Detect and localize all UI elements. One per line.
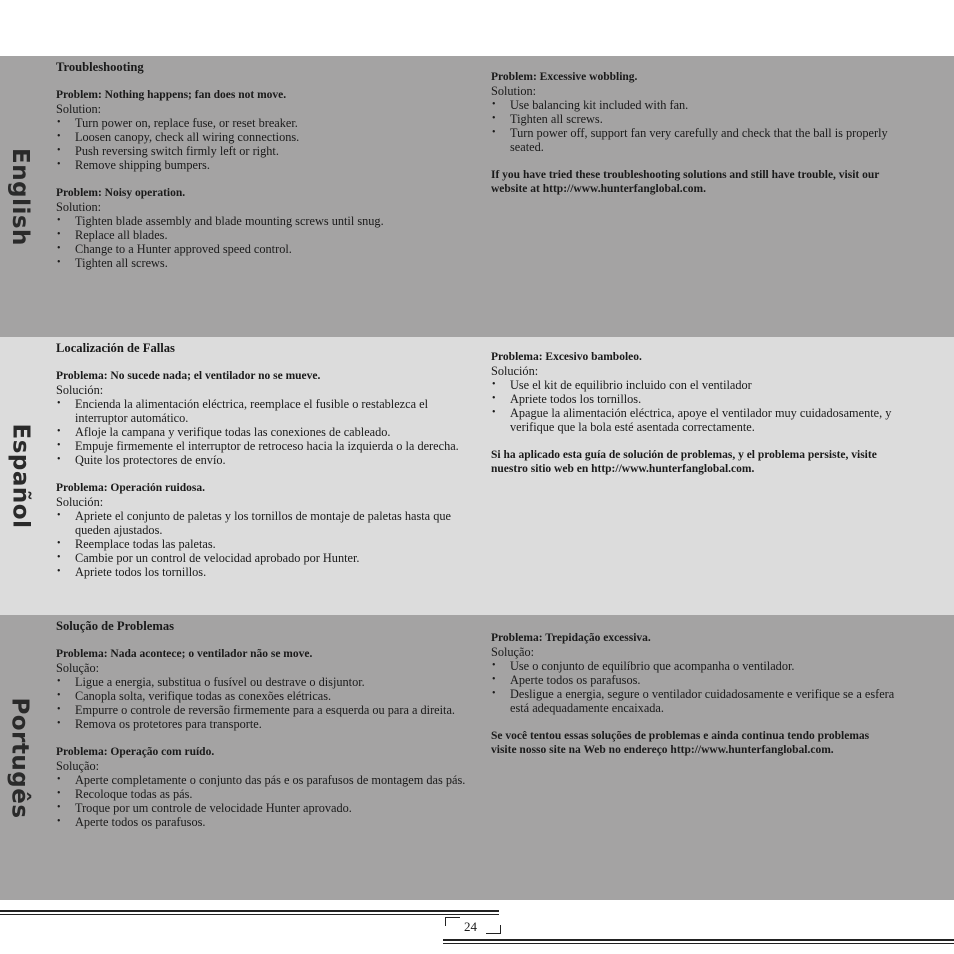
right-column xyxy=(491,350,896,476)
list-item: • Remove shipping bumpers. xyxy=(56,158,466,172)
language-label: Español xyxy=(7,423,34,529)
solution-label: Solución: xyxy=(56,495,104,509)
left-column xyxy=(56,619,466,843)
list-item: • Use el kit de equilibrio incluido con el ventilador xyxy=(491,378,896,392)
solution-list xyxy=(56,116,466,172)
problem-title: Problema: Excesivo bamboleo. xyxy=(491,351,642,363)
list-item: • Aperte todos os parafusos. xyxy=(491,673,896,687)
solution-label: Solución: xyxy=(56,383,104,397)
section-heading: Troubleshooting xyxy=(56,60,144,74)
website-note: Se você tentou essas soluções de problemas e ainda continua tendo problemas visite nosso site na Web no endereço http://www.hunterfanglobal.com. xyxy=(491,730,870,756)
list-item: • Canopla solta, verifique todas as conexões elétricas. xyxy=(56,689,466,703)
problem-title: Problema: Trepidação excessiva. xyxy=(491,632,651,644)
list-item: • Aperte todos os parafusos. xyxy=(56,815,466,829)
list-item: • Apriete todos los tornillos. xyxy=(56,565,466,579)
list-item: • Tighten all screws. xyxy=(491,112,896,126)
solution-label: Solution: xyxy=(56,200,102,214)
language-tab-portuguese xyxy=(0,615,40,900)
list-item: • Quite los protectores de envío. xyxy=(56,453,466,467)
language-label: English xyxy=(7,147,34,246)
list-item: • Ligue a energia, substitua o fusível ou destrave o disjuntor. xyxy=(56,675,466,689)
list-item: • Tighten blade assembly and blade mounting screws until snug. xyxy=(56,214,466,228)
section-heading: Localización de Fallas xyxy=(56,341,175,355)
list-item: • Remova os protetores para transporte. xyxy=(56,717,466,731)
list-item: • Use balancing kit included with fan. xyxy=(491,98,896,112)
solution-list xyxy=(56,509,466,579)
website-note: If you have tried these troubleshooting solutions and still have trouble, visit our website at http://www.hunterfanglobal.com. xyxy=(491,169,880,195)
solution-list xyxy=(491,98,896,154)
list-item: • Troque por um controle de velocidade Hunter aprovado. xyxy=(56,801,466,815)
list-item: • Cambie por un control de velocidad aprobado por Hunter. xyxy=(56,551,466,565)
solution-list xyxy=(56,773,466,829)
right-column xyxy=(491,70,896,196)
solution-list xyxy=(491,659,896,715)
solution-label: Solution: xyxy=(56,102,102,116)
problem-title: Problem: Excessive wobbling. xyxy=(491,71,638,83)
language-tab-english xyxy=(0,56,40,337)
list-item: • Push reversing switch firmly left or right. xyxy=(56,144,466,158)
solution-list xyxy=(56,675,466,731)
problem-title: Problem: Noisy operation. xyxy=(56,187,186,199)
right-column xyxy=(491,631,896,757)
solution-label: Solution: xyxy=(491,84,537,98)
solution-label: Solução: xyxy=(491,645,535,659)
left-column xyxy=(56,341,466,593)
page-number-box xyxy=(445,917,501,934)
list-item: • Turn power on, replace fuse, or reset breaker. xyxy=(56,116,466,130)
list-item: • Encienda la alimentación eléctrica, reemplace el fusible o restablezca el interruptor automático. xyxy=(56,397,466,425)
list-item: • Use o conjunto de equilíbrio que acompanha o ventilador. xyxy=(491,659,896,673)
footer-rule-right-thin xyxy=(443,943,954,944)
solution-label: Solução: xyxy=(56,661,100,675)
section-heading: Solução de Problemas xyxy=(56,619,175,633)
footer-rule-right xyxy=(443,939,954,941)
list-item: • Change to a Hunter approved speed control. xyxy=(56,242,466,256)
solution-list xyxy=(56,397,466,467)
solution-list xyxy=(491,378,896,434)
list-item: • Reemplace todas las paletas. xyxy=(56,537,466,551)
page-number: 24 xyxy=(464,919,477,934)
list-item: • Afloje la campana y verifique todas las conexiones de cableado. xyxy=(56,425,466,439)
website-note: Si ha aplicado esta guía de solución de problemas, y el problema persiste, visite nuestro sitio web en http://www.hunterfanglobal.com. xyxy=(491,449,877,475)
list-item: • Aperte completamente o conjunto das pás e os parafusos de montagem das pás. xyxy=(56,773,466,787)
section-spanish xyxy=(0,337,954,615)
list-item: • Loosen canopy, check all wiring connections. xyxy=(56,130,466,144)
solution-label: Solução: xyxy=(56,759,100,773)
problem-title: Problema: Operación ruidosa. xyxy=(56,482,205,494)
section-portuguese xyxy=(0,615,954,900)
language-tab-spanish xyxy=(0,337,40,615)
problem-title: Problema: Nada acontece; o ventilador não se move. xyxy=(56,648,313,660)
footer-rule-left-thin xyxy=(0,914,499,915)
footer-rule-left xyxy=(0,910,499,912)
list-item: • Tighten all screws. xyxy=(56,256,466,270)
corner-bracket-top-left xyxy=(445,917,460,926)
corner-bracket-bottom-right xyxy=(486,925,501,934)
list-item: • Desligue a energia, segure o ventilador cuidadosamente e verifique se a esfera está adequadamente encaixada. xyxy=(491,687,896,715)
list-item: • Empuje firmemente el interruptor de retroceso hacia la izquierda o la derecha. xyxy=(56,439,466,453)
problem-title: Problema: No sucede nada; el ventilador no se mueve. xyxy=(56,370,321,382)
section-english xyxy=(0,56,954,337)
problem-title: Problem: Nothing happens; fan does not move. xyxy=(56,89,287,101)
list-item: • Turn power off, support fan very carefully and check that the ball is properly seated. xyxy=(491,126,896,154)
list-item: • Apriete el conjunto de paletas y los tornillos de montaje de paletas hasta que queden ajustados. xyxy=(56,509,466,537)
solution-list xyxy=(56,214,466,270)
problem-title: Problema: Operação com ruído. xyxy=(56,746,215,758)
left-column xyxy=(56,60,466,284)
list-item: • Apriete todos los tornillos. xyxy=(491,392,896,406)
language-label: Portugês xyxy=(7,696,33,819)
solution-label: Solución: xyxy=(491,364,539,378)
list-item: • Apague la alimentación eléctrica, apoye el ventilador muy cuidadosamente, y verifique que la bola esté asentada correctamente. xyxy=(491,406,896,434)
list-item: • Empurre o controle de reversão firmemente para a esquerda ou para a direita. xyxy=(56,703,466,717)
list-item: • Replace all blades. xyxy=(56,228,466,242)
list-item: • Recoloque todas as pás. xyxy=(56,787,466,801)
